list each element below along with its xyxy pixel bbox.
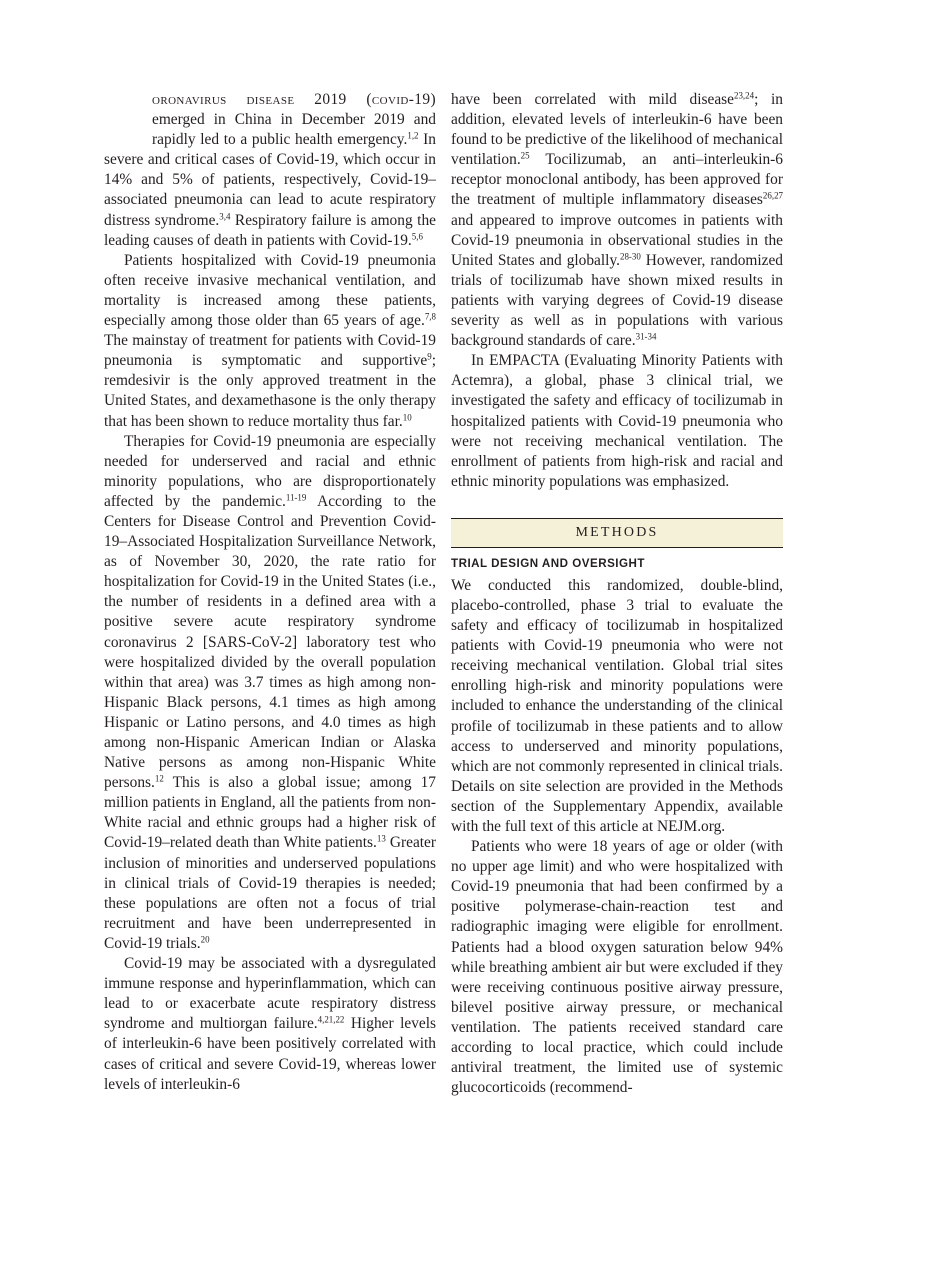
citation: 25 — [520, 150, 530, 161]
citation: 7,8 — [424, 311, 436, 322]
body-paragraph: Covid-19 may be associated with a dysregulated immune response and hyperinflammation, which can lead to or exacerbate acute respiratory distress syndrome and multiorgan failure.$^{4,21,22}$ Higher levels of interleukin-6 have been positively correlated with cases of critical and severe Covid-19, whereas lower levels of interleukin-6 — [104, 955, 436, 1093]
citation: 13 — [376, 833, 386, 844]
intro-paragraph: oronavirus disease 2019 (covid-19) emerged in China in December 2019 and rapidly led to a public health emergency.$^{1,2}$ In severe and critical cases of Covid-19, which occur in 14% and 5% of patients, respectively, Covid-19–associated pneumonia can lead to acute respiratory distress syndrome.$^{3,4}$ Respiratory failure is among the leading causes of death in patients with Covid-19.$^{5,6}$ — [104, 91, 437, 249]
body-paragraph: have been correlated with mild disease$^{23,24}$; in addition, elevated levels of interleukin-6 have been found to be predictive of the likelihood of mechanical ventilation.$^{25}$ Tocilizumab, an anti–interleukin-6 receptor monoclonal antibody, has been approved for the treatment of multiple inflammatory diseases$^{26,27}$ and appeared to improve outcomes in patients with Covid-19 pneumonia in observational studies in the United States and globally.$^{28-30}$ However, randomized trials of tocilizumab have shown mixed results in patients with varying degrees of Covid-19 disease severity as well as in populations with various background standards of care.$^{31-34}$ — [451, 90, 783, 350]
drop-cap-space — [104, 90, 152, 150]
citation: 10 — [402, 411, 412, 422]
methods-heading: METHODS — [575, 524, 659, 540]
citation: 5,6 — [411, 231, 423, 242]
subsection-heading: TRIAL DESIGN AND OVERSIGHT — [451, 556, 646, 570]
citation: 23,24 — [734, 90, 755, 101]
citation: 9 — [427, 351, 432, 362]
body-paragraph: Patients hospitalized with Covid-19 pneumonia often receive invasive mechanical ventilation, and mortality is increased among these patients, especially among those older than 65 years of age.$^{7,8}$ The mainstay of treatment for patients with Covid-19 pneumonia is symptomatic and supportive$^9$; remdesivir is the only approved treatment in the United States, and dexamethasone is the only therapy that has been shown to reduce mortality thus far.$^{10}$ — [104, 251, 436, 430]
body-paragraph: In EMPACTA (Evaluating Minority Patients with Actemra), a global, phase 3 clinical trial, we investigated the safety and efficacy of tocilizumab in hospitalized patients with Covid-19 pneumonia who were not receiving mechanical ventilation. The enrollment of patients from high-risk and racial and ethnic minority populations was emphasized. — [451, 352, 783, 490]
citation: 28-30 — [620, 251, 641, 262]
body-paragraph: Patients who were 18 years of age or older (with no upper age limit) and who were hospitalized with Covid-19 pneumonia that had been confirmed by a positive polymerase-chain-reaction test and radiographic imaging were eligible for enrollment. Patients had a blood oxygen saturation below 94% while breathing ambient air but were excluded if they were receiving continuous positive airway pressure, bilevel positive airway pressure, or mechanical ventilation. The patients received standard care according to local practice, which could include antiviral treatment, the limited use of systemic glucocorticoids (recommend- — [451, 838, 783, 1097]
citation: 1,2 — [407, 130, 419, 141]
left-column — [104, 90, 436, 1095]
methods-section-header — [451, 518, 783, 548]
citation: 3,4 — [219, 211, 231, 222]
citation: 31-34 — [635, 331, 657, 342]
right-column — [451, 90, 783, 1098]
citation: 26,27 — [762, 190, 783, 201]
citation: 12 — [154, 773, 164, 784]
body-paragraph: Therapies for Covid-19 pneumonia are especially needed for underserved and racial and ethnic minority populations, who are disproportionately affected by the pandemic.$^{11-19}$ According to the Centers for Disease Control and Prevention Covid-19–Associated Hospitalization Surveillance Network, as of November 30, 2020, the rate ratio for hospitalization for Covid-19 in the United States (i.e., the number of residents in a defined area with a positive severe acute respiratory syndrome coronavirus 2 [SARS-CoV-2] laboratory test who were hospitalized divided by the overall population within that area) was 3.7 times as high among non-Hispanic Black persons, 4.1 times as high among Hispanic or Latino persons, and 4.0 times as high among non-Hispanic American Indian or Alaska Native persons as among non-Hispanic White persons.$^{12}$ This is also a global issue; among 17 million patients in England, all the patients from non-White racial and ethnic groups had a higher risk of Covid-19–related death than White patients.$^{13}$ Greater inclusion of minorities and underserved populations in clinical trials of Covid-19 therapies is needed; these populations are often not a focus of trial recruitment and have been underrepresented in Covid-19 trials.$^{20}$ — [104, 432, 437, 952]
lead-in-text: oronavirus disease 2019 (covid-19) — [152, 91, 436, 108]
body-paragraph: We conducted this randomized, double-blind, placebo-controlled, phase 3 trial to evaluate the safety and efficacy of tocilizumab in hospitalized patients with Covid-19 pneumonia who were not receiving mechanical ventilation. Global trial sites enrolling high-risk and minority populations were included to enhance the understanding of the clinical profile of tocilizumab in these patients and to allow access to underserved and minority populations, which are not commonly represented in clinical trials. Details on site selection are provided in the Methods section of the Supplementary Appendix, available with the full text of this article at NEJM.org. — [451, 576, 783, 835]
citation: 4,21,22 — [317, 1014, 345, 1025]
citation: 20 — [200, 934, 210, 945]
citation: 11-19 — [285, 492, 307, 503]
